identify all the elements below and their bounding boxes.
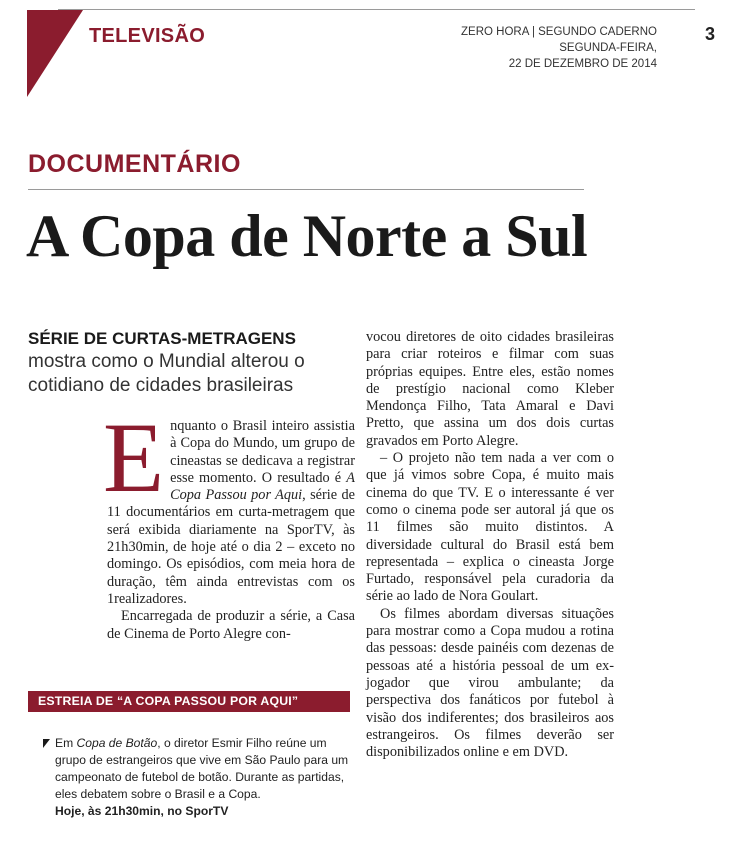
paragraph: – O projeto não tem nada a ver com o que já vimos sobre Copa, é muito mais cinema do que TV. E o interessante é ver como o cinema pode ser autoral já que os 11 filmes são muito distintos. A diversidade cultural do Brasil está bem representada – explica o cineasta Jorge Furtado, responsável pela curadoria da série ao lado de Nora Goulart. bbox=[366, 450, 614, 605]
premiere-box-header: ESTREIA DE “A COPA PASSOU POR AQUI” bbox=[28, 691, 350, 712]
article-column-2 bbox=[366, 329, 614, 761]
schedule: Hoje, às 21h30min, no SporTV bbox=[55, 804, 229, 818]
episode-title: Copa de Botão bbox=[76, 736, 158, 750]
deck-title: SÉRIE DE CURTAS-METRAGENS bbox=[28, 329, 296, 348]
publication-weekday: SEGUNDA-FEIRA, bbox=[559, 42, 657, 54]
paragraph: Encarregada de produzir a série, a Casa de Cinema de Porto Alegre con- bbox=[107, 608, 355, 642]
publication-info bbox=[461, 24, 657, 72]
series-title: A Copa Passou por Aqui bbox=[170, 469, 355, 504]
paragraph-text: nquanto o Brasil inteiro assistia à Copa do Mundo, um grupo de cineastas se dedicava a registrar esse momento. O resultado é bbox=[170, 418, 355, 486]
paragraph-text: , série de 11 documentários em curta-metragem que será exibida diariamente na SporTV, às 21h30min, de hoje até o dia 2 – exceto no domingo. Os episódios, com meia hora de duração, têm ainda entrevistas com os 1realizadores. bbox=[107, 487, 355, 607]
premiere-box-body bbox=[28, 735, 355, 820]
paragraph: Os filmes abordam diversas situações para mostrar como a Copa mudou a rotina das pessoas: desde painéis com dezenas de pessoas até a história pessoal de um ex-jogador que virou ambulante; da perspectiva dos fanáticos por futebol à visão dos indiferentes; dos brasileiros aos estrangeiros. Os filmes deverão ser disponibilizados online e em DVD. bbox=[366, 605, 614, 761]
dropcap: E bbox=[103, 402, 165, 513]
deck bbox=[28, 327, 358, 398]
publication-date: 22 DE DEZEMBRO DE 2014 bbox=[508, 58, 657, 70]
publication-name: ZERO HORA | SEGUNDO CADERNO bbox=[461, 26, 657, 38]
kicker-rule bbox=[28, 189, 584, 190]
premiere-box-text bbox=[55, 735, 355, 820]
arrow-icon bbox=[43, 739, 50, 748]
headline: A Copa de Norte a Sul bbox=[26, 203, 588, 269]
paragraph: vocou diretores de oito cidades brasileiras para criar roteiros e filmar com suas próprias equipes. Entre eles, estão nomes de prestígio nacional como Kleber Mendonça Filho, Tata Amaral e Davi Pretto, que assina um dos dois curtas gravados em Porto Alegre. bbox=[366, 329, 614, 449]
top-rule bbox=[58, 9, 695, 10]
corner-triangle bbox=[27, 10, 83, 97]
paragraph bbox=[103, 402, 355, 608]
deck-subtitle: mostra como o Mundial alterou o cotidiano de cidades brasileiras bbox=[28, 351, 305, 396]
article-kicker: DOCUMENTÁRIO bbox=[28, 150, 241, 178]
page-number: 3 bbox=[705, 24, 716, 44]
box-text: Em bbox=[55, 736, 77, 750]
article-column-1 bbox=[103, 402, 355, 643]
section-label: TELEVISÃO bbox=[89, 25, 206, 47]
box-text: , o diretor Esmir Filho reúne um grupo de estrangeiros que vive em São Paulo para um campeonato de futebol de botão. Durante as partidas, eles debatem sobre o Brasil e a Copa. bbox=[55, 736, 349, 801]
